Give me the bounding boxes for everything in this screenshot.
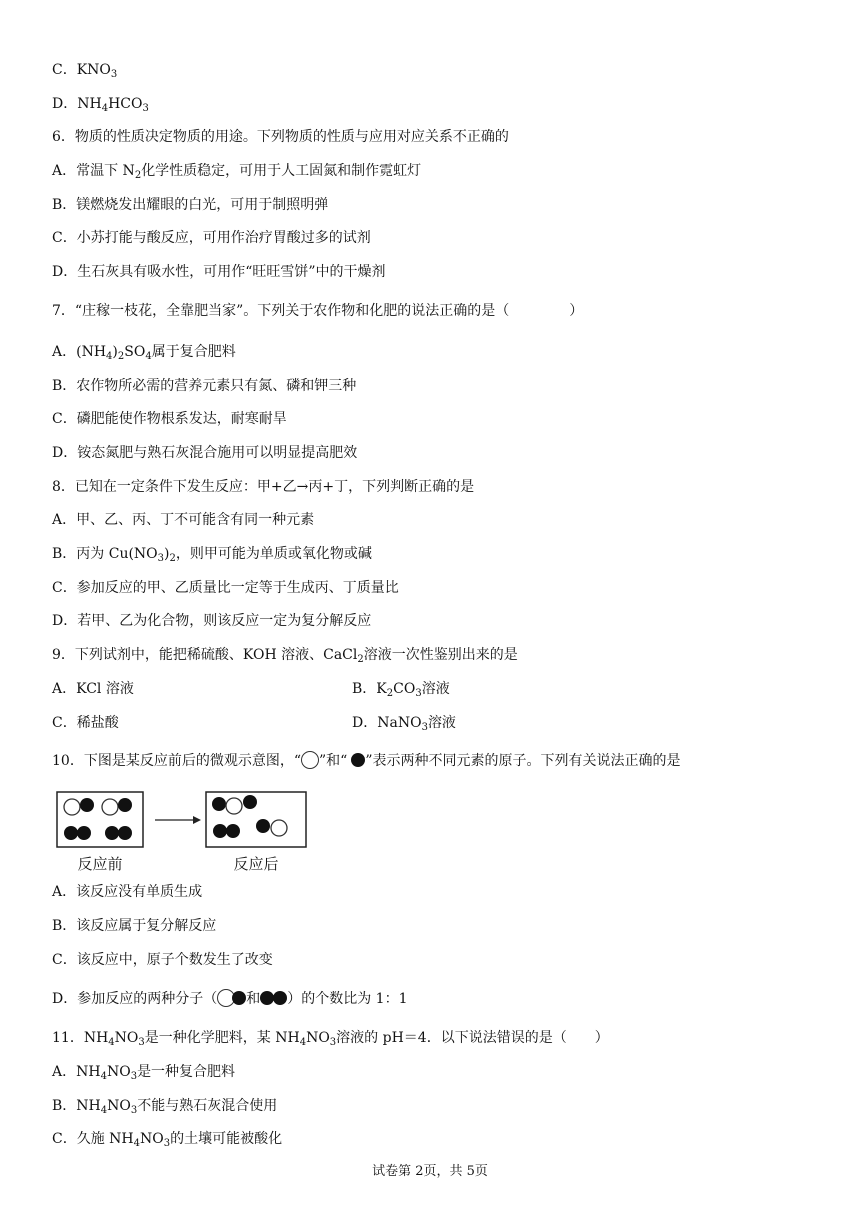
q6-option-d: D．生石灰具有吸水性，可用作“旺旺雪饼”中的干燥剂 bbox=[52, 264, 386, 280]
q9-stem: 9．下列试剂中，能把稀硫酸、KOH 溶液、CaCl$_2$溶液一次性鉴别出来的是 bbox=[52, 647, 518, 665]
filled-atom bbox=[243, 795, 257, 809]
reaction-diagram bbox=[55, 790, 315, 876]
filled-atom bbox=[105, 826, 119, 840]
filled-atom bbox=[213, 824, 227, 838]
q8-option-d: D．若甲、乙为化合物，则该反应一定为复分解反应 bbox=[52, 613, 372, 629]
open-atom bbox=[64, 799, 80, 815]
q8-option-a: A．甲、乙、丙、丁不可能含有同一种元素 bbox=[52, 512, 315, 528]
q5-option-c: C．$KNO_3$ bbox=[52, 62, 118, 80]
filled-atom bbox=[118, 826, 132, 840]
q7-stem: 7．“庄稼一枝花，全靠肥当家”。下列关于农作物和化肥的说法正确的是（ ） bbox=[52, 303, 584, 319]
q7-option-a: A．$(NH_4)_2SO_4$属于复合肥料 bbox=[52, 344, 236, 362]
filled-atom bbox=[212, 797, 226, 811]
filled-atom bbox=[226, 824, 240, 838]
filled-atom-icon bbox=[351, 753, 365, 767]
label-before: 反应前 bbox=[77, 855, 123, 873]
label-after: 反应后 bbox=[233, 855, 279, 873]
reaction-arrow-head bbox=[193, 816, 201, 824]
q7-option-b: B．农作物所必需的营养元素只有氮、磷和钾三种 bbox=[52, 378, 357, 394]
filled-atom bbox=[80, 798, 94, 812]
q10-stem: 10．下图是某反应前后的微观示意图，“ ”和“ ”表示两种不同元素的原子。下列有关说法正确的是 bbox=[52, 753, 681, 769]
filled-atom bbox=[256, 819, 270, 833]
q10-option-c: C．该反应中，原子个数发生了改变 bbox=[52, 952, 273, 968]
q9-option-b: B．$K_2CO_3$溶液 bbox=[352, 681, 450, 699]
q10-option-a: A．该反应没有单质生成 bbox=[52, 884, 203, 900]
page-footer: 试卷第 2页，共 5页 bbox=[372, 1164, 488, 1179]
q6-stem: 6．物质的性质决定物质的用途。下列物质的性质与应用对应关系不正确的 bbox=[52, 129, 509, 145]
filled-atom-icon bbox=[273, 991, 287, 1005]
q7-option-d: D．铵态氮肥与熟石灰混合施用可以明显提高肥效 bbox=[52, 445, 358, 461]
q11-option-a: A．$NH_4NO_3$是一种复合肥料 bbox=[52, 1064, 236, 1082]
q8-stem: 8．已知在一定条件下发生反应：甲+乙→丙+丁，下列判断正确的是 bbox=[52, 479, 475, 495]
open-atom bbox=[226, 798, 242, 814]
filled-atom bbox=[118, 798, 132, 812]
q6-option-a: A．常温下 $N_2$化学性质稳定，可用于人工固氮和制作霓虹灯 bbox=[52, 163, 422, 181]
filled-atom bbox=[77, 826, 91, 840]
q10-option-d: D．参加反应的两种分子（ 和 ）的个数比为 1：1 bbox=[52, 991, 408, 1007]
q7-option-c: C．磷肥能使作物根系发达，耐寒耐旱 bbox=[52, 411, 287, 427]
open-atom bbox=[271, 820, 287, 836]
filled-atom-icon bbox=[232, 991, 246, 1005]
open-atom-icon bbox=[301, 751, 319, 769]
q6-option-b: B．镁燃烧发出耀眼的白光，可用于制照明弹 bbox=[52, 197, 329, 213]
open-atom bbox=[102, 799, 118, 815]
q10-option-b: B．该反应属于复分解反应 bbox=[52, 918, 217, 934]
q11-option-b: B．$NH_4NO_3$不能与熟石灰混合使用 bbox=[52, 1098, 278, 1116]
q8-option-c: C．参加反应的甲、乙质量比一定等于生成丙、丁质量比 bbox=[52, 580, 399, 596]
filled-atom bbox=[64, 826, 78, 840]
q6-option-c: C．小苏打能与酸反应，可用作治疗胃酸过多的试剂 bbox=[52, 230, 371, 246]
q9-option-a: A．KCl 溶液 bbox=[52, 681, 134, 697]
filled-atom-icon bbox=[260, 991, 274, 1005]
q8-option-b: B．丙为 $Cu(NO_3)_2$，则甲可能为单质或氧化物或碱 bbox=[52, 546, 372, 564]
q9-option-c: C．稀盐酸 bbox=[52, 715, 119, 731]
q9-option-d: D．NaNO$_3$溶液 bbox=[352, 715, 456, 733]
q5-option-d: D．$NH_4HCO_3$ bbox=[52, 96, 149, 114]
q11-option-c: C．久施 $NH_4NO_3$的土壤可能被酸化 bbox=[52, 1131, 283, 1149]
q11-stem: 11．$NH_4NO_3$是一种化学肥料，某 $NH_4NO_3$溶液的 pH＝4．以下说法错误的是（ ） bbox=[52, 1030, 609, 1048]
